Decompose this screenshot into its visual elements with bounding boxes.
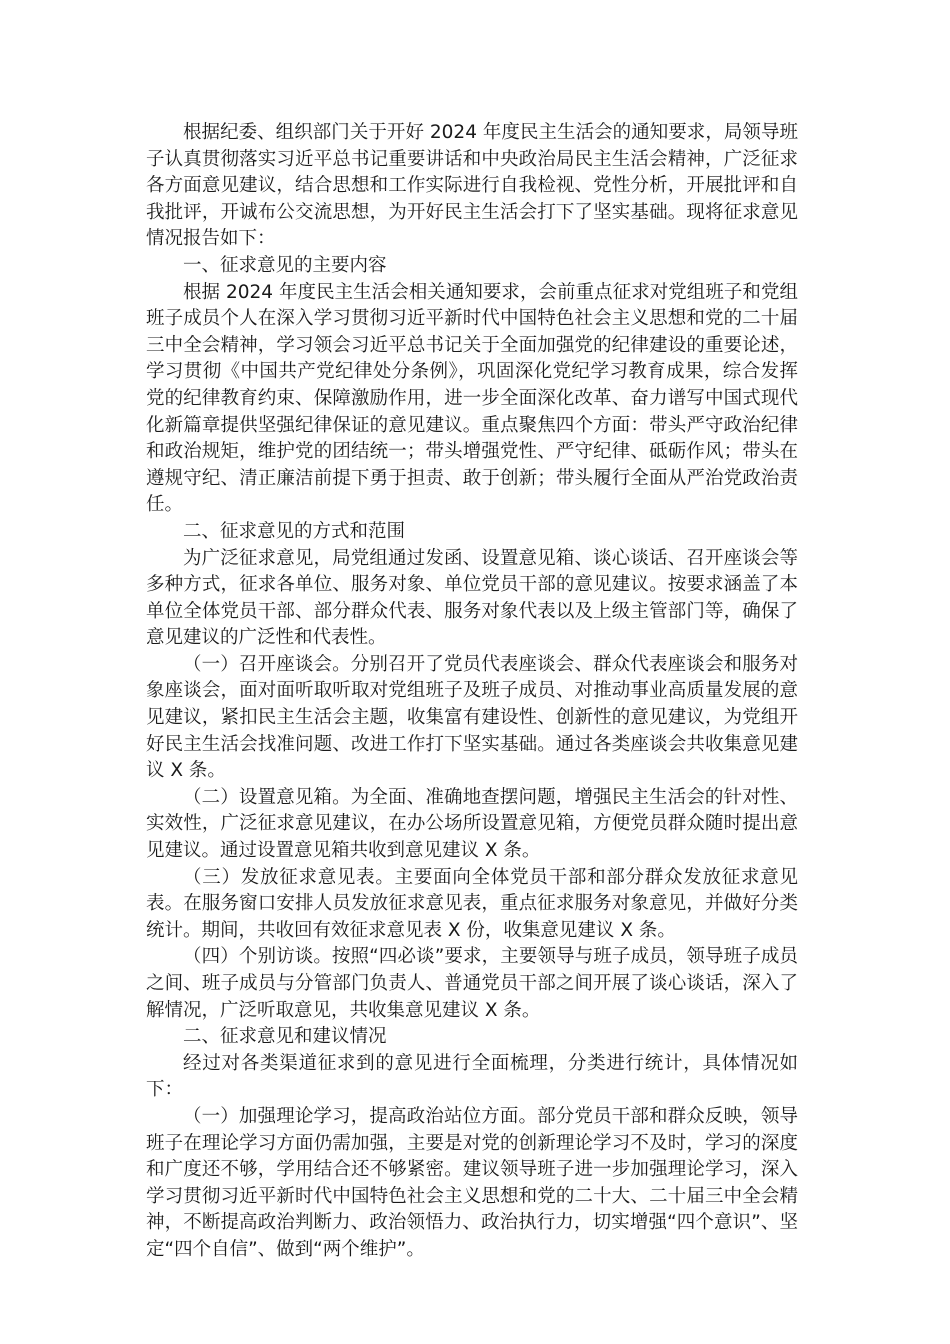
subsection-theory-study: （一）加强理论学习，提高政治站位方面。部分党员干部和群众反映，领导班子在理论学习方面仍需加强，主要是对党的创新理论学习不及时，学习的深度和广度还不够，学用结合还不够紧密。建议领导班子进一步加强理论学习，深入学习贯彻习近平新时代中国特色社会主义思想和党的二十大、二十届三中全会精神，不断提高政治判断力、政治领悟力、政治执行力，切实增强“四个意识”、坚定“四个自信”、做到“两个维护”。 bbox=[146, 1105, 798, 1260]
section-heading-1: 一、征求意见的主要内容 bbox=[183, 254, 387, 276]
section-heading-3: 二、征求意见和建议情况 bbox=[183, 1026, 387, 1048]
intro-paragraph: 根据纪委、组织部门关于开好 2024 年度民主生活会的通知要求，局领导班子认真贯彻落实习近平总书记重要讲话和中央政治局民主生活会精神，广泛征求各方面意见建议，结合思想和工作实际进行自我检视、党性分析，开展批评和自我批评，开诚布公交流思想，为开好民主生活会打下了坚实基础。现将征求意见情况报告如下： bbox=[146, 122, 798, 250]
document-body bbox=[146, 120, 798, 1264]
subsection-suggestion-box: （二）设置意见箱。为全面、准确地查摆问题，增强民主生活会的针对性、实效性，广泛征求意见建议，在办公场所设置意见箱，方便党员群众随时提出意见建议。通过设置意见箱共收到意见建议 X 条。 bbox=[146, 786, 798, 862]
section-3-paragraph: 经过对各类渠道征求到的意见进行全面梳理，分类进行统计，具体情况如下： bbox=[146, 1052, 798, 1101]
subsection-forum: （一）召开座谈会。分别召开了党员代表座谈会、群众代表座谈会和服务对象座谈会，面对面听取听取对党组班子及班子成员、对推动事业高质量发展的意见建议，紧扣民主生活会主题，收集富有建设性、创新性的意见建议，为党组开好民主生活会找准问题、改进工作打下坚实基础。通过各类座谈会共收集意见建议 X 条。 bbox=[146, 653, 798, 782]
section-heading-2: 二、征求意见的方式和范围 bbox=[183, 520, 406, 542]
section-1-paragraph: 根据 2024 年度民主生活会相关通知要求，会前重点征求对党组班子和党组班子成员个人在深入学习贯彻习近平新时代中国特色社会主义思想和党的二十届三中全会精神，学习领会习近平总书记关于全面加强党的纪律建设的重要论述，学习贯彻《中国共产党纪律处分条例》，巩固深化党纪学习教育成果，综合发挥党的纪律教育约束、保障激励作用，进一步全面深化改革、奋力谱写中国式现代化新篇章提供坚强纪律保证的意见建议。重点聚焦四个方面：带头严守政治纪律和政治规矩，维护党的团结统一；带头增强党性、严守纪律、砥砺作风；带头在遵规守纪、清正廉洁前提下勇于担责、敢于创新；带头履行全面从严治党政治责任。 bbox=[146, 281, 798, 516]
subsection-interviews: （四）个别访谈。按照“四必谈”要求，主要领导与班子成员，领导班子成员之间、班子成员与分管部门负责人、普通党员干部之间开展了谈心谈话，深入了解情况，广泛听取意见，共收集意见建议 X 条。 bbox=[146, 946, 798, 1021]
section-2-paragraph: 为广泛征求意见，局党组通过发函、设置意见箱、谈心谈话、召开座谈会等多种方式，征求各单位、服务对象、单位党员干部的意见建议。按要求涵盖了本单位全体党员干部、部分群众代表、服务对象代表以及上级主管部门等，确保了意见建议的广泛性和代表性。 bbox=[146, 547, 798, 649]
subsection-feedback-form: （三）发放征求意见表。主要面向全体党员干部和部分群众发放征求意见表。在服务窗口安排人员发放征求意见表，重点征求服务对象意见，并做好分类统计。期间，共收回有效征求意见表 X 份，收集意见建议 X 条。 bbox=[146, 866, 798, 941]
